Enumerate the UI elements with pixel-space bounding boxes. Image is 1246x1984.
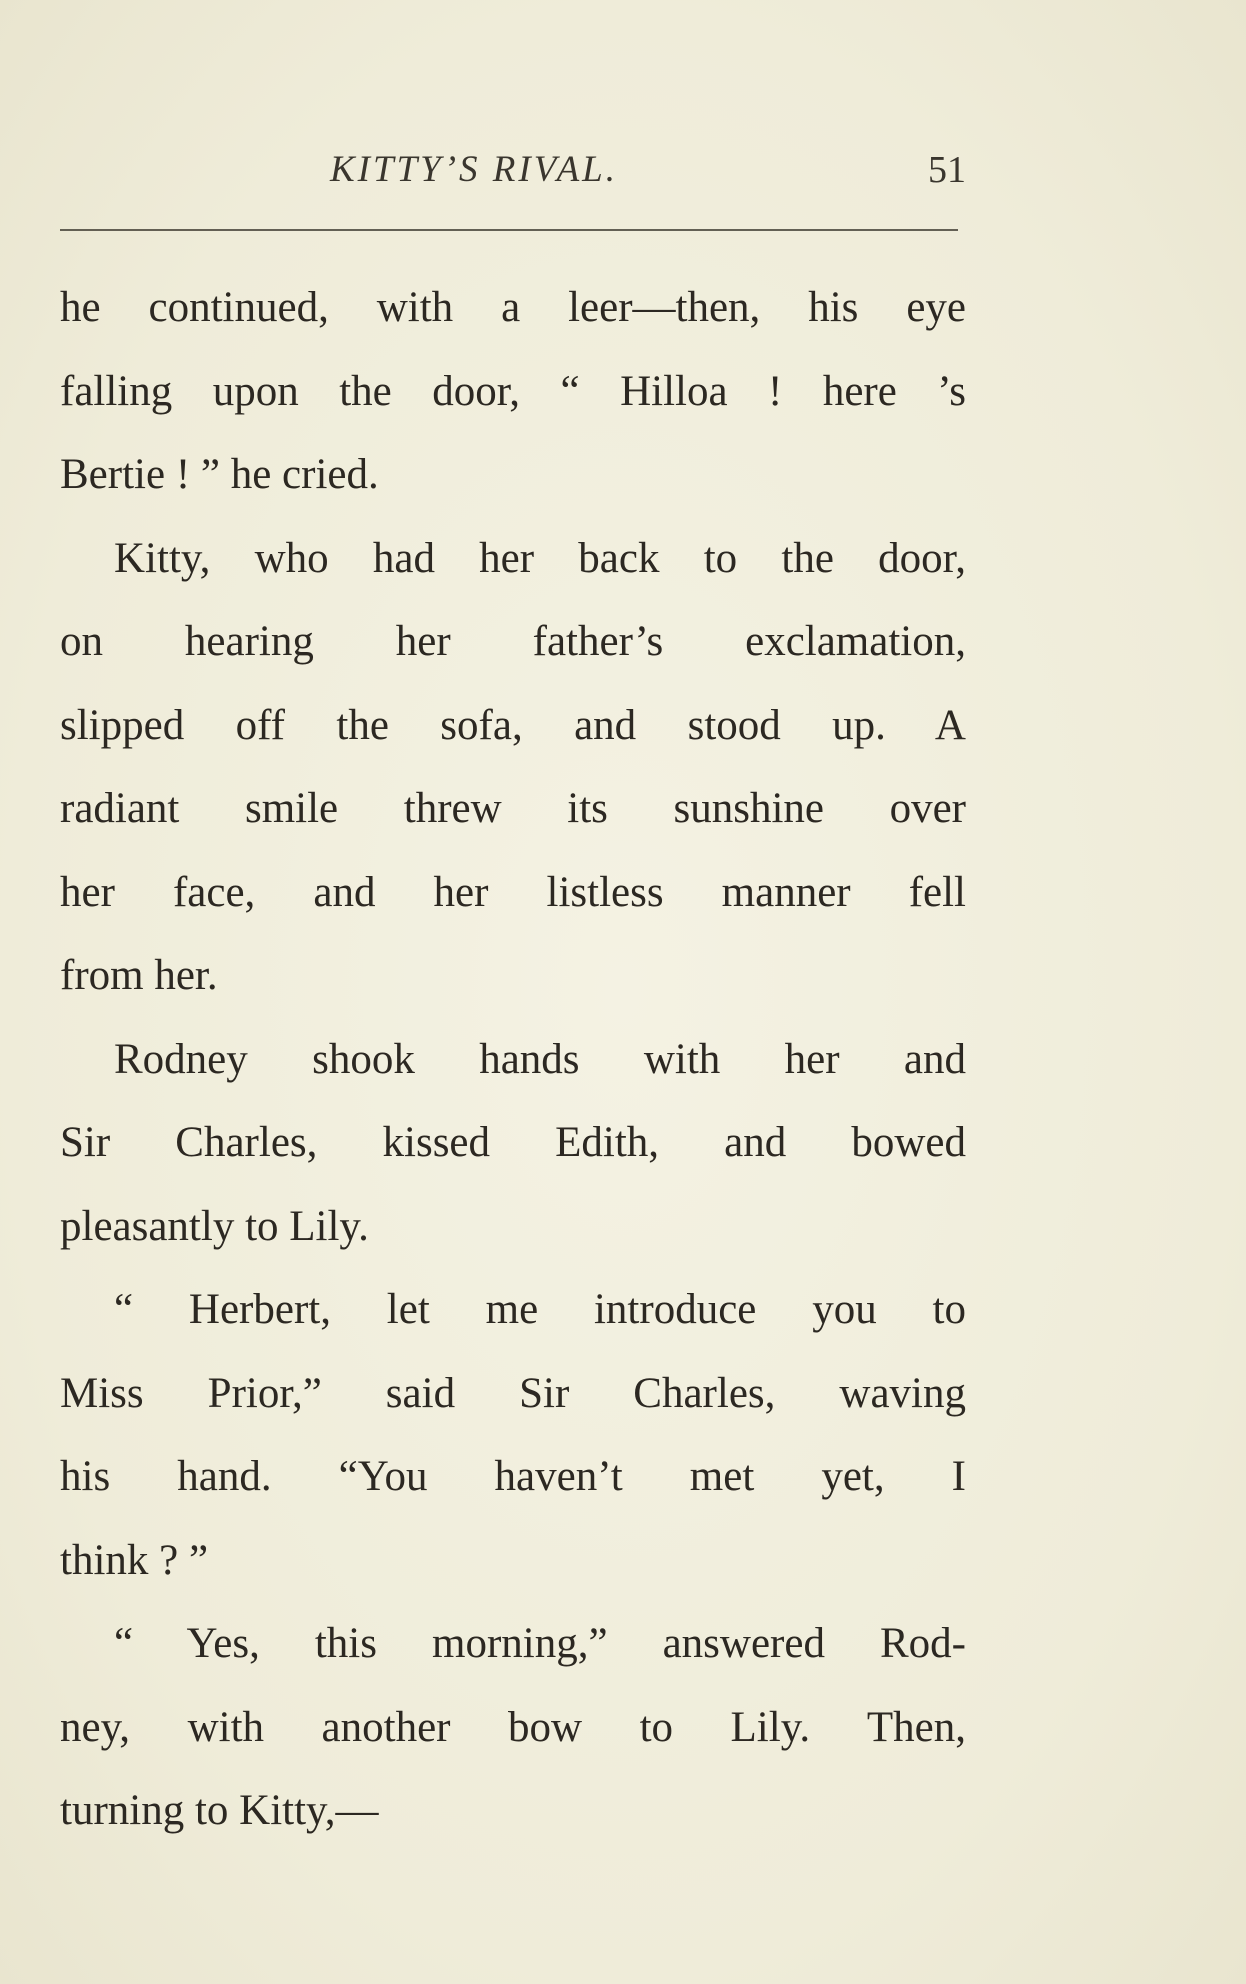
text-line: slipped off the sofa, and stood up. A — [60, 701, 966, 749]
page-number: 51 — [928, 149, 966, 191]
body-text — [60, 266, 966, 1853]
text-line: falling upon the door, “ Hilloa ! here ’s — [60, 367, 966, 415]
text-line: turning to Kitty,— — [60, 1787, 379, 1834]
text-line: radiant smile threw its sunshine over — [60, 785, 966, 832]
text-line: “ Herbert, let me introduce you to — [114, 1286, 966, 1333]
text-line: ney, with another bow to Lily. Then, — [60, 1703, 966, 1751]
text-line: Sir Charles, kissed Edith, and bowed — [60, 1119, 966, 1166]
text-line: Kitty, who had her back to the door, — [114, 534, 966, 582]
header-rule — [60, 229, 958, 231]
text-line: on hearing her father’s exclamation, — [60, 618, 966, 665]
text-line: her face, and her listless manner fell — [60, 868, 966, 916]
text-line: Bertie ! ” he cried. — [60, 451, 379, 498]
text-line: Rodney shook hands with her and — [114, 1035, 966, 1083]
text-line: from her. — [60, 952, 218, 999]
text-line: his hand. “You haven’t met yet, I — [60, 1453, 966, 1500]
text-line: Miss Prior,” said Sir Charles, waving — [60, 1369, 966, 1417]
running-head — [60, 148, 966, 198]
text-line: think ? ” — [60, 1536, 209, 1584]
text-line: he continued, with a leer—then, his eye — [60, 284, 966, 331]
text-line: pleasantly to Lily. — [60, 1202, 369, 1250]
running-title: KITTY’S RIVAL. — [330, 149, 619, 190]
text-line: “ Yes, this morning,” answered Rod- — [114, 1620, 966, 1667]
